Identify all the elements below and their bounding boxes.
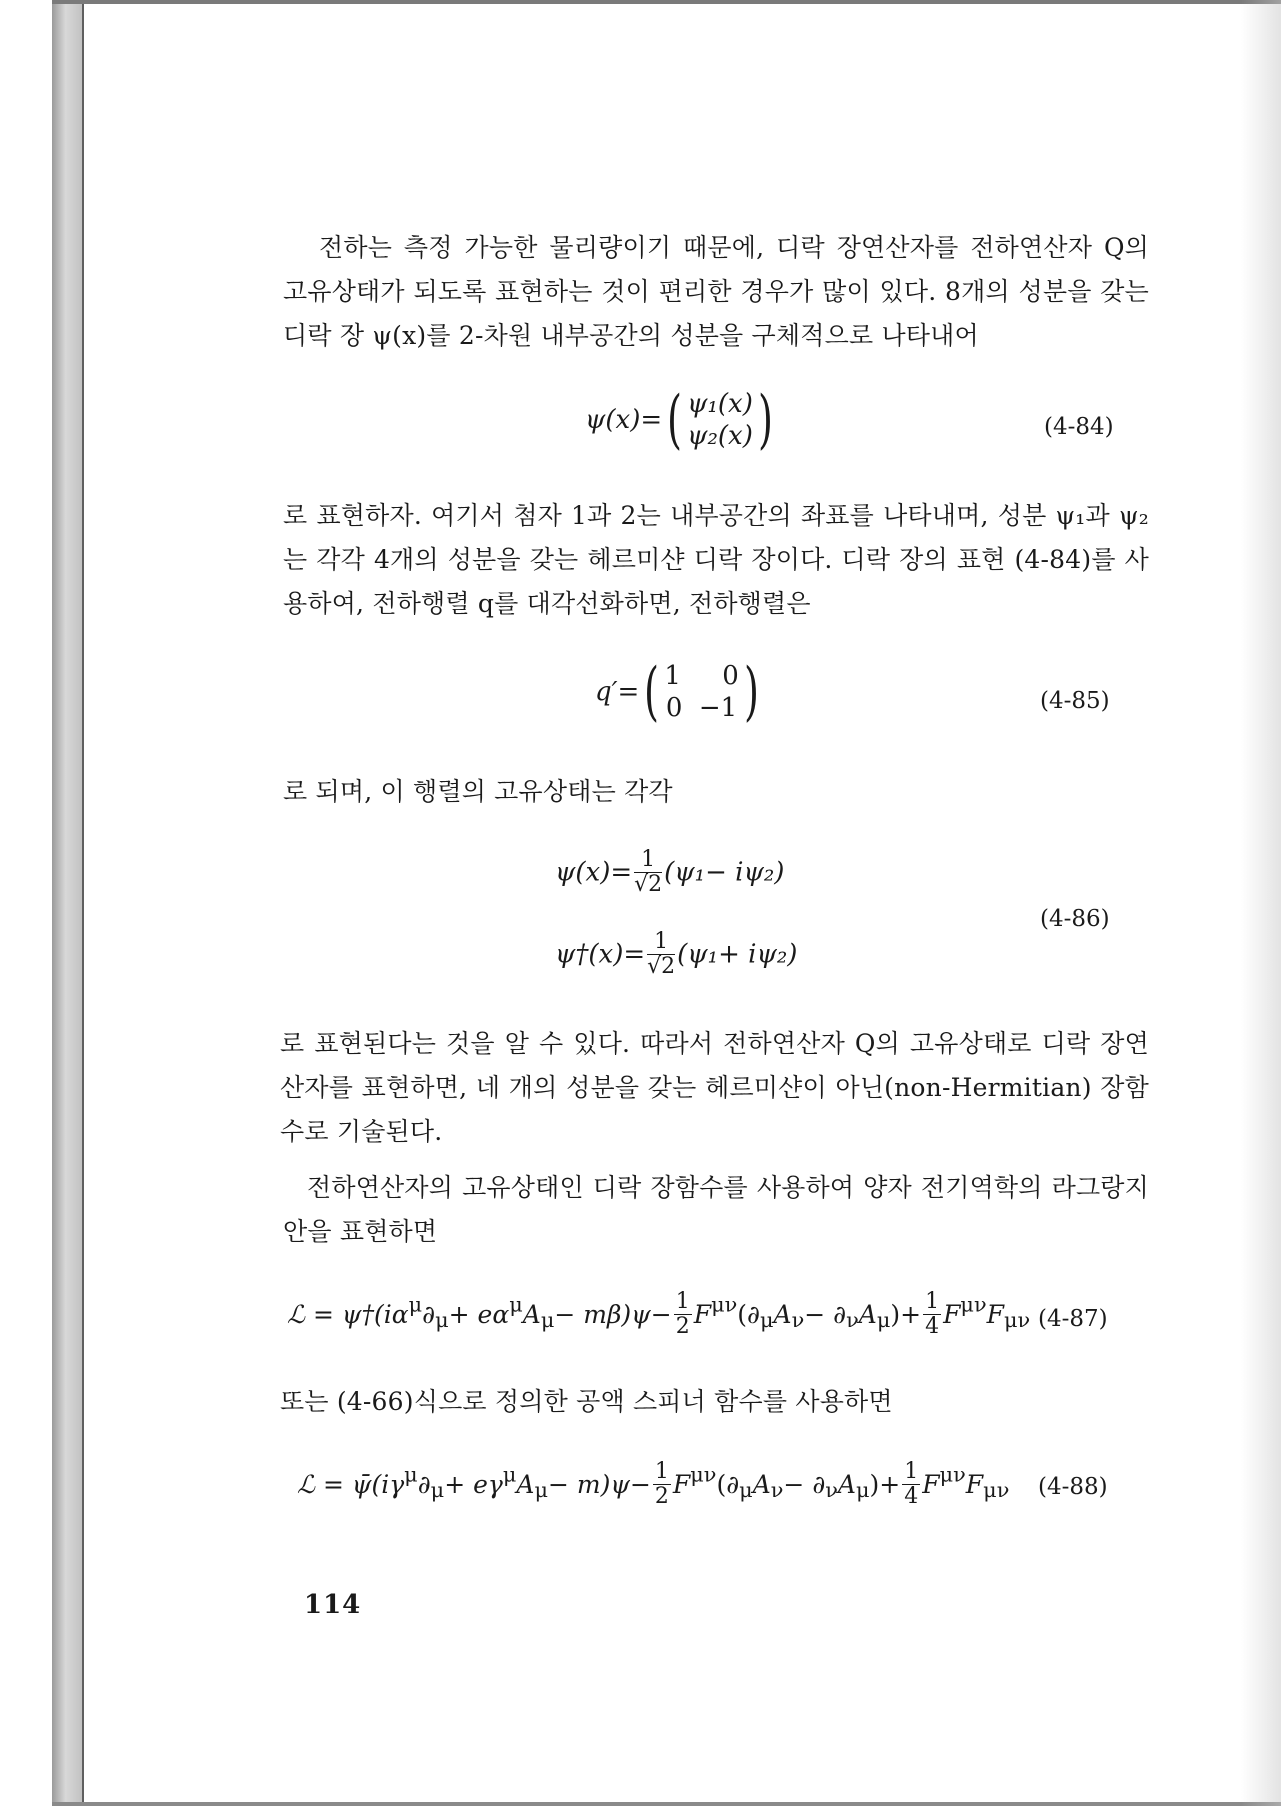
frac-num: 1 bbox=[647, 930, 675, 955]
eq86-line2-rhs: (ψ₁+ iψ₂) bbox=[677, 939, 798, 970]
eq86-line1-rhs: (ψ₁− iψ₂) bbox=[664, 857, 785, 888]
eq88-p5: − m)ψ− bbox=[547, 1470, 651, 1499]
eq84-bottom: ψ₂(x) bbox=[687, 421, 753, 451]
eq88-p6: F bbox=[672, 1470, 691, 1499]
paragraph-conjugate-spinor: 또는 (4-66)식으로 정의한 공액 스피너 함수를 사용하면 bbox=[280, 1387, 893, 1416]
quarter-den: 4 bbox=[904, 1484, 919, 1509]
equation-4-85: q′=( 1 0 0 −1 ) bbox=[595, 655, 759, 729]
eq84-column-vector bbox=[687, 388, 753, 452]
eq85-matrix bbox=[664, 660, 738, 724]
eq87-p3: + eα bbox=[448, 1300, 510, 1329]
page-curl-shadow bbox=[1241, 0, 1281, 1806]
eq88-half bbox=[653, 1460, 671, 1509]
paragraph-eigenstates-lead: 로 되며, 이 행렬의 고유상태는 각각 bbox=[283, 777, 673, 806]
eq87-p2: ∂ bbox=[422, 1300, 436, 1329]
eq85-r2c1: 0 bbox=[665, 693, 683, 723]
eq88-p8: A bbox=[752, 1470, 771, 1499]
eq87-p6: F bbox=[693, 1300, 712, 1329]
eq88-p11: )+ bbox=[869, 1470, 901, 1499]
half-den: 2 bbox=[675, 1314, 690, 1339]
equation-4-87: ℒ = $\psi\dagger(i\alpha^\mu\partial_\mu+ e\alpha^\mu A_\mu- m\beta)\psi-$ $\frac{1}{2}$ $F^{\mu\nu}(\partial_\mu A_\nu- \partial_\nu A_\mu)+$ $\frac{1}{4}$ $F^{\mu\nu}F_{\mu\nu}$ bbox=[287, 1289, 1031, 1339]
eq88-p7: (∂ bbox=[716, 1470, 740, 1499]
eq87-p11: )+ bbox=[890, 1300, 922, 1329]
eq87-p7: (∂ bbox=[737, 1300, 760, 1329]
half-num: 1 bbox=[675, 1289, 690, 1314]
paragraph-intro: 전하는 측정 가능한 물리량이기 때문에, 디락 장연산자를 전하연산자 Q의 고유상태가 되도록 표현하는 것이 편리한 경우가 많이 있다. 8개의 성분을 갖는 디락 장 ψ(x)를 2-차원 내부공간의 성분을 구체적으로 나타내어 bbox=[283, 233, 1149, 350]
frac-den: √2 bbox=[634, 872, 663, 897]
eq86-line2-fraction bbox=[647, 930, 675, 979]
frac-den: √2 bbox=[647, 954, 676, 979]
eq85-r1c2: 0 bbox=[722, 661, 739, 691]
book-bottom-edge bbox=[52, 1802, 1281, 1806]
eq87-p10: A bbox=[858, 1300, 877, 1329]
eq88-p10: A bbox=[837, 1470, 856, 1499]
equation-4-86-line2 bbox=[555, 930, 797, 979]
eq88-p13: F bbox=[965, 1470, 984, 1499]
paragraph-components: 로 표현하자. 여기서 첨자 1과 2는 내부공간의 좌표를 나타내며, 성분 ψ₁과 ψ₂는 각각 4개의 성분을 갖는 헤르미샨 디락 장이다. 디락 장의 표현 (4-84)를 사용하여, 전하행렬 q를 대각선화하면, 전하행렬은 bbox=[283, 501, 1149, 618]
eq88-p1: ℒ = ψ̄(iγ bbox=[297, 1470, 405, 1499]
eq86-line1-lhs: ψ(x)= bbox=[555, 857, 633, 888]
quarter-den: 4 bbox=[925, 1314, 940, 1339]
eq88-p9: − ∂ bbox=[783, 1470, 826, 1499]
eq88-p3: + eγ bbox=[444, 1470, 503, 1499]
eq84-top: ψ₁(x) bbox=[687, 389, 753, 419]
eq87-p13: F bbox=[986, 1300, 1004, 1329]
equation-4-84: ψ(x)=( ψ₁(x) ψ₂(x)) bbox=[585, 383, 773, 457]
eq85-r2c2: −1 bbox=[698, 693, 738, 723]
paragraph-non-hermitian: 로 표현된다는 것을 알 수 있다. 따라서 전하연산자 Q의 고유상태로 디락 장연산자를 표현하면, 네 개의 성분을 갖는 헤르미샨이 아닌(non-Hermitian) 장함수로 기술된다. bbox=[280, 1029, 1149, 1146]
eq86-line2-lhs: ψ†(x)= bbox=[555, 939, 646, 970]
equation-4-88: ℒ = $\psī(i\gamma^\mu\partial_\mu+ e\gamma^\mu A_\mu- m)\psi-$ $\frac{1}{2}$ $F^{\mu\nu}(\partial_\mu A_\nu- \partial_\nu A_\mu)+$ $\frac{1}{4}$ $F^{\mu\nu}F_{\mu\nu}$ bbox=[297, 1459, 1010, 1509]
eq-number-4-86: (4-86) bbox=[1040, 906, 1110, 932]
eq-number-4-85: (4-85) bbox=[1040, 688, 1110, 714]
page-number: 114 bbox=[304, 1590, 362, 1620]
half-den: 2 bbox=[654, 1484, 669, 1509]
eq87-p5: − mβ)ψ− bbox=[554, 1300, 672, 1329]
eq87-p9: − ∂ bbox=[804, 1300, 847, 1329]
eq88-p12: F bbox=[922, 1470, 940, 1499]
frac-num: 1 bbox=[634, 848, 662, 873]
half-num: 1 bbox=[654, 1459, 669, 1484]
eq88-p4: A bbox=[516, 1470, 535, 1499]
eq87-p12: F bbox=[943, 1300, 961, 1329]
eq87-half bbox=[674, 1290, 692, 1339]
eq85-lhs: q′= bbox=[595, 677, 640, 707]
eq86-line1-fraction bbox=[634, 848, 662, 897]
eq-number-4-84: (4-84) bbox=[1044, 414, 1114, 440]
quarter-num: 1 bbox=[904, 1459, 919, 1484]
eq85-r1c1: 1 bbox=[664, 661, 681, 691]
eq88-p2: ∂ bbox=[417, 1470, 431, 1499]
eq87-p1: ℒ = ψ†(iα bbox=[287, 1300, 409, 1329]
eq87-quarter bbox=[923, 1290, 941, 1339]
quarter-num: 1 bbox=[925, 1289, 940, 1314]
eq-number-4-88: (4-88) bbox=[1038, 1474, 1108, 1500]
equation-4-86-line1 bbox=[555, 848, 784, 897]
paragraph-lagrangian-lead: 전하연산자의 고유상태인 디락 장함수를 사용하여 양자 전기역학의 라그랑지안을 표현하면 bbox=[283, 1173, 1149, 1246]
eq84-lhs: ψ(x)= bbox=[585, 405, 663, 435]
book-spine-edge bbox=[52, 0, 82, 1806]
eq87-p8: A bbox=[773, 1300, 792, 1329]
eq87-p4: A bbox=[522, 1300, 541, 1329]
eq88-quarter bbox=[902, 1460, 920, 1509]
eq-number-4-87: (4-87) bbox=[1038, 1306, 1108, 1332]
